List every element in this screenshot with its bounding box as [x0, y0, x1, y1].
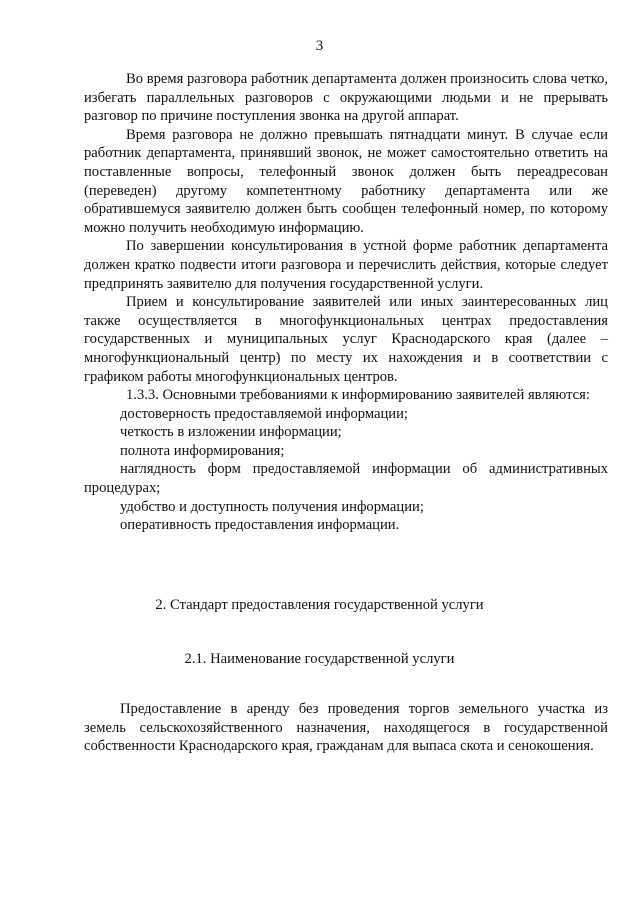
paragraph-conversation-duration: Время разговора не должно превышать пятнадцати минут. В случае если работник департамента, принявший звонок, не может самостоятельно ответить на поставленные вопросы, телефонный звонок должен быть переадресован (переведен) другому компетентному работнику департамента или же обратившемуся заявителю должен быть сообщен телефонный номер, по которому можно получить необходимую информацию. — [84, 126, 608, 236]
section-heading: 2. Стандарт предоставления государственной услуги — [155, 597, 484, 613]
requirement-item: полнота информирования; — [120, 442, 285, 459]
requirement-item: оперативность предоставления информации. — [120, 517, 400, 534]
paragraph-mfc-consultation: Прием и консультирование заявителей или иных заинтересованных лиц также осуществляется в многофункциональных центрах предоставления государственных и муниципальных услуг Краснодарского края (далее – многофункциональный центр) по месту их нахождения и в соответствии с графиком работы многофункциональных центров. — [84, 294, 608, 385]
paragraph-service-name: Предоставление в аренду без проведения торгов земельного участка из земель сельскохозяйственного назначения, находящегося в государственной собственности Краснодарского края, гражданам для выпаса скота и сенокошения. — [84, 701, 608, 755]
paragraph-consultation-summary: По завершении консультирования в устной форме работник департамента должен кратко подвести итоги разговора и перечислить действия, которые следует предпринять заявителю для получения государственной услуги. — [84, 238, 608, 292]
body-text — [84, 70, 608, 535]
page-number: 3 — [315, 38, 324, 54]
requirement-item: удобство и доступность получения информации; — [120, 498, 424, 515]
requirement-item: четкость в изложении информации; — [120, 424, 342, 441]
paragraph-requirements-intro: 1.3.3. Основными требованиями к информированию заявителей являются: — [126, 387, 590, 404]
service-name-text — [84, 700, 608, 756]
subsection-heading: 2.1. Наименование государственной услуги — [184, 651, 455, 667]
requirement-item: достоверность предоставляемой информации; — [120, 405, 408, 422]
paragraph-conversation-rules: Во время разговора работник департамента должен произносить слова четко, избегать параллельных разговоров с окружающими людьми и не прерывать разговор по причине поступления звонка на другой аппарат. — [84, 71, 608, 125]
requirement-item: наглядность форм предоставляемой информации об административных процедурах; — [84, 461, 608, 497]
